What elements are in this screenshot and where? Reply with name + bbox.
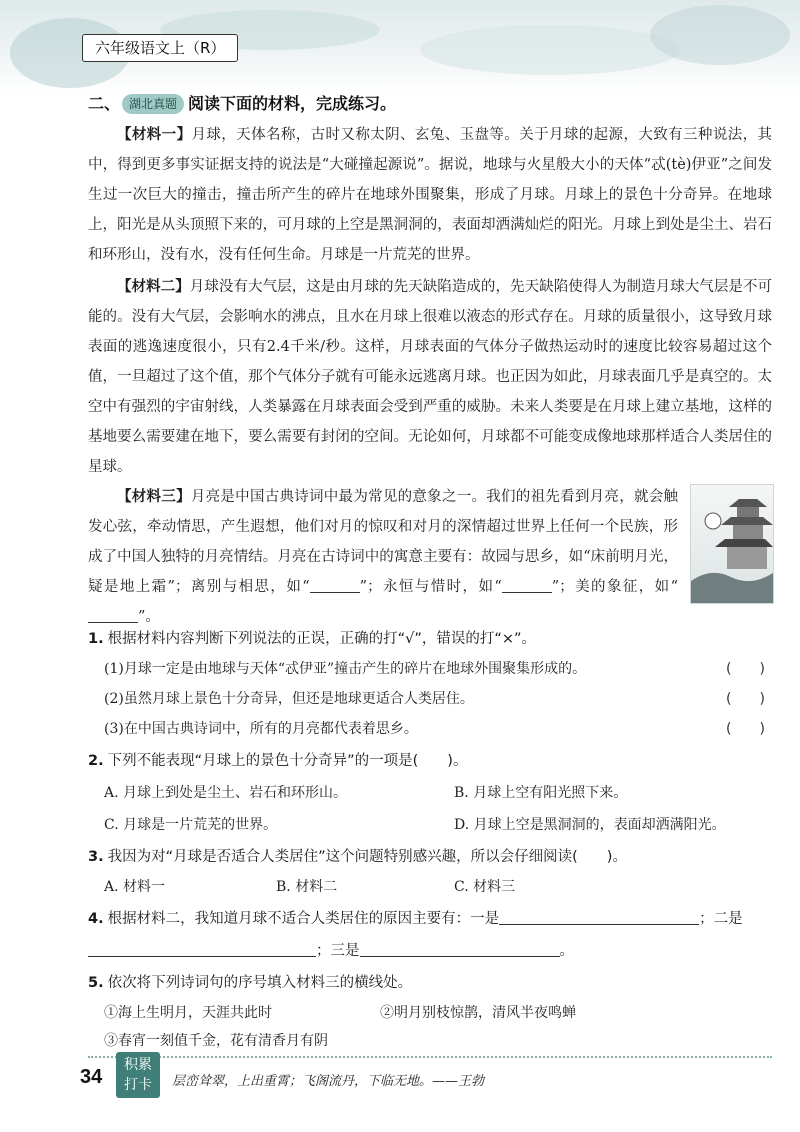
blank-1[interactable] xyxy=(310,576,360,593)
material-1-label: 【材料一】 xyxy=(117,127,192,143)
answer-line-3[interactable] xyxy=(360,940,560,957)
question-2-option-d[interactable]: D. 月球上空是黑洞洞的，表面却洒满阳光。 xyxy=(454,817,726,833)
question-3 xyxy=(88,844,627,870)
answer-line-2[interactable] xyxy=(88,940,316,957)
header-decoration xyxy=(650,5,790,65)
question-2-option-a[interactable]: A. 月球上到处是尘土、岩石和环形山。 xyxy=(104,785,348,801)
badge-line-2: 打卡 xyxy=(124,1077,152,1093)
material-3-text-d: ”。 xyxy=(138,609,160,625)
question-3-option-a[interactable]: A. 材料一 xyxy=(104,879,166,895)
answer-paren-2[interactable]: ( ) xyxy=(726,691,765,707)
question-5-item-2: ②明月别枝惊鹊，清风半夜鸣蝉 xyxy=(380,1005,576,1021)
blank-2[interactable] xyxy=(502,576,552,593)
question-5-item-3: ③春宵一刻值千金，花有清香月有阴 xyxy=(104,1033,328,1049)
header-decoration xyxy=(420,25,680,75)
question-4-number: 4. xyxy=(88,911,104,927)
question-4-text-b: ；二是 xyxy=(699,911,743,927)
question-3-text: 我因为对“月球是否适合人类居住”这个问题特别感兴趣，所以会仔细阅读( )。 xyxy=(107,849,627,865)
question-1-item-3: (3)在中国古典诗词中，所有的月亮都代表着思乡。 xyxy=(104,721,418,737)
header-band xyxy=(0,0,800,92)
material-3-text: 月亮是中国古典诗词中最为常见的意象之一。我们的祖先看到月亮，就会触发心弦，牵动情思，产生遐想，他们对月的惊叹和对月的深情超过世界上任何一个民族，形成了中国人独特的月亮情结。月亮在古诗词中的寓意主要有：故园与思乡，如“床前明月光，疑是地上霜”；离别与相思，如“ xyxy=(88,489,679,595)
question-5-text: 依次将下列诗词句的序号填入材料三的横线处。 xyxy=(107,975,413,991)
question-4-text-d: 。 xyxy=(559,943,574,959)
footer-divider xyxy=(88,1056,772,1058)
badge-line-1: 积累 xyxy=(124,1057,152,1073)
material-1-text: 月球，天体名称，古时又称太阴、玄兔、玉盘等。关于月球的起源，大致有三种说法，其中，得到更多事实证据支持的说法是“大碰撞起源说”。据说，地球与火星般大小的天体“忒(tè)伊亚”之间发生过一次巨大的撞击，撞击所产生的碎片在地球外围聚集，形成了月球。月球上的景色十分奇异。在地球上，阳光是从头顶照下来的，可月球的上空是黑洞洞的，表面却洒满灿烂的阳光。月球上到处是尘土、岩石和环形山，没有水，没有任何生命。月球是一片荒芜的世界。 xyxy=(88,127,773,263)
question-2-number: 2. xyxy=(88,753,104,769)
material-3 xyxy=(88,482,678,632)
material-3-text-c: ”；美的象征，如“ xyxy=(551,579,679,595)
question-5 xyxy=(88,970,412,996)
accumulation-badge xyxy=(116,1052,160,1098)
blank-3[interactable] xyxy=(88,606,138,623)
question-2-option-b[interactable]: B. 月球上空有阳光照下来。 xyxy=(454,785,628,801)
question-4-text-c: ；三是 xyxy=(316,943,360,959)
question-5-item-1: ①海上生明月，天涯共此时 xyxy=(104,1005,272,1021)
question-3-option-c[interactable]: C. 材料三 xyxy=(454,879,516,895)
question-4-text: 根据材料二，我知道月球不适合人类居住的原因主要有：一是 xyxy=(107,911,500,927)
question-2-text: 下列不能表现“月球上的景色十分奇异”的一项是( )。 xyxy=(107,753,468,769)
material-2 xyxy=(88,272,772,482)
question-3-option-b[interactable]: B. 材料二 xyxy=(276,879,338,895)
section-heading xyxy=(88,92,396,116)
book-label: 六年级语文上（R） xyxy=(82,34,238,62)
question-1-text: 根据材料内容判断下列说法的正误，正确的打“√”，错误的打“×”。 xyxy=(107,631,537,647)
question-2 xyxy=(88,748,467,774)
material-2-label: 【材料二】 xyxy=(117,279,190,295)
question-2-option-c[interactable]: C. 月球是一片荒芜的世界。 xyxy=(104,817,278,833)
section-number: 二、 xyxy=(88,94,121,113)
question-1 xyxy=(88,626,536,652)
pavilion-icon xyxy=(691,485,773,603)
footer-quote: 层峦耸翠，上出重霄；飞阁流丹，下临无地。——王勃 xyxy=(172,1074,485,1089)
page-number: 34 xyxy=(80,1066,103,1088)
question-1-item-2: (2)虽然月球上景色十分奇异，但还是地球更适合人类居住。 xyxy=(104,691,474,707)
question-4-line-2 xyxy=(88,938,574,964)
material-1 xyxy=(88,120,772,270)
answer-paren-3[interactable]: ( ) xyxy=(726,721,765,737)
pavilion-moon-illustration xyxy=(690,484,774,604)
material-2-text: 月球没有大气层，这是由月球的先天缺陷造成的，先天缺陷使得人为制造月球大气层是不可能的。没有大气层，会影响水的沸点，且水在月球上很难以液态的形式存在。月球的质量很小，这导致月球表面的逃逸速度很小，只有2.4千米/秒。这样，月球表面的气体分子做热运动时的速度比较容易超过这个值，一旦超过了这个值，那个气体分子就有可能永远逃离月球。也正因为如此，月球表面几乎是真空的。太空中有强烈的宇宙射线，人类暴露在月球表面会受到严重的威胁。未来人类要是在月球上建立基地，这样的基地要么需要建在地下，要么需要有封闭的空间。无论如何，月球都不可能变成像地球那样适合人类居住的星球。 xyxy=(88,279,773,475)
question-4 xyxy=(88,906,743,932)
answer-paren-1[interactable]: ( ) xyxy=(726,661,765,677)
section-title: 阅读下面的材料，完成练习。 xyxy=(188,94,397,113)
question-1-number: 1. xyxy=(88,631,104,647)
section-tag: 湖北真题 xyxy=(122,94,184,114)
material-3-text-b: ”；永恒与惜时，如“ xyxy=(359,579,502,595)
question-1-item-1: (1)月球一定是由地球与天体“忒伊亚”撞击产生的碎片在地球外围聚集形成的。 xyxy=(104,661,587,677)
question-3-number: 3. xyxy=(88,849,104,865)
material-3-label: 【材料三】 xyxy=(117,489,191,505)
question-5-number: 5. xyxy=(88,975,104,991)
answer-line-1[interactable] xyxy=(499,908,699,925)
